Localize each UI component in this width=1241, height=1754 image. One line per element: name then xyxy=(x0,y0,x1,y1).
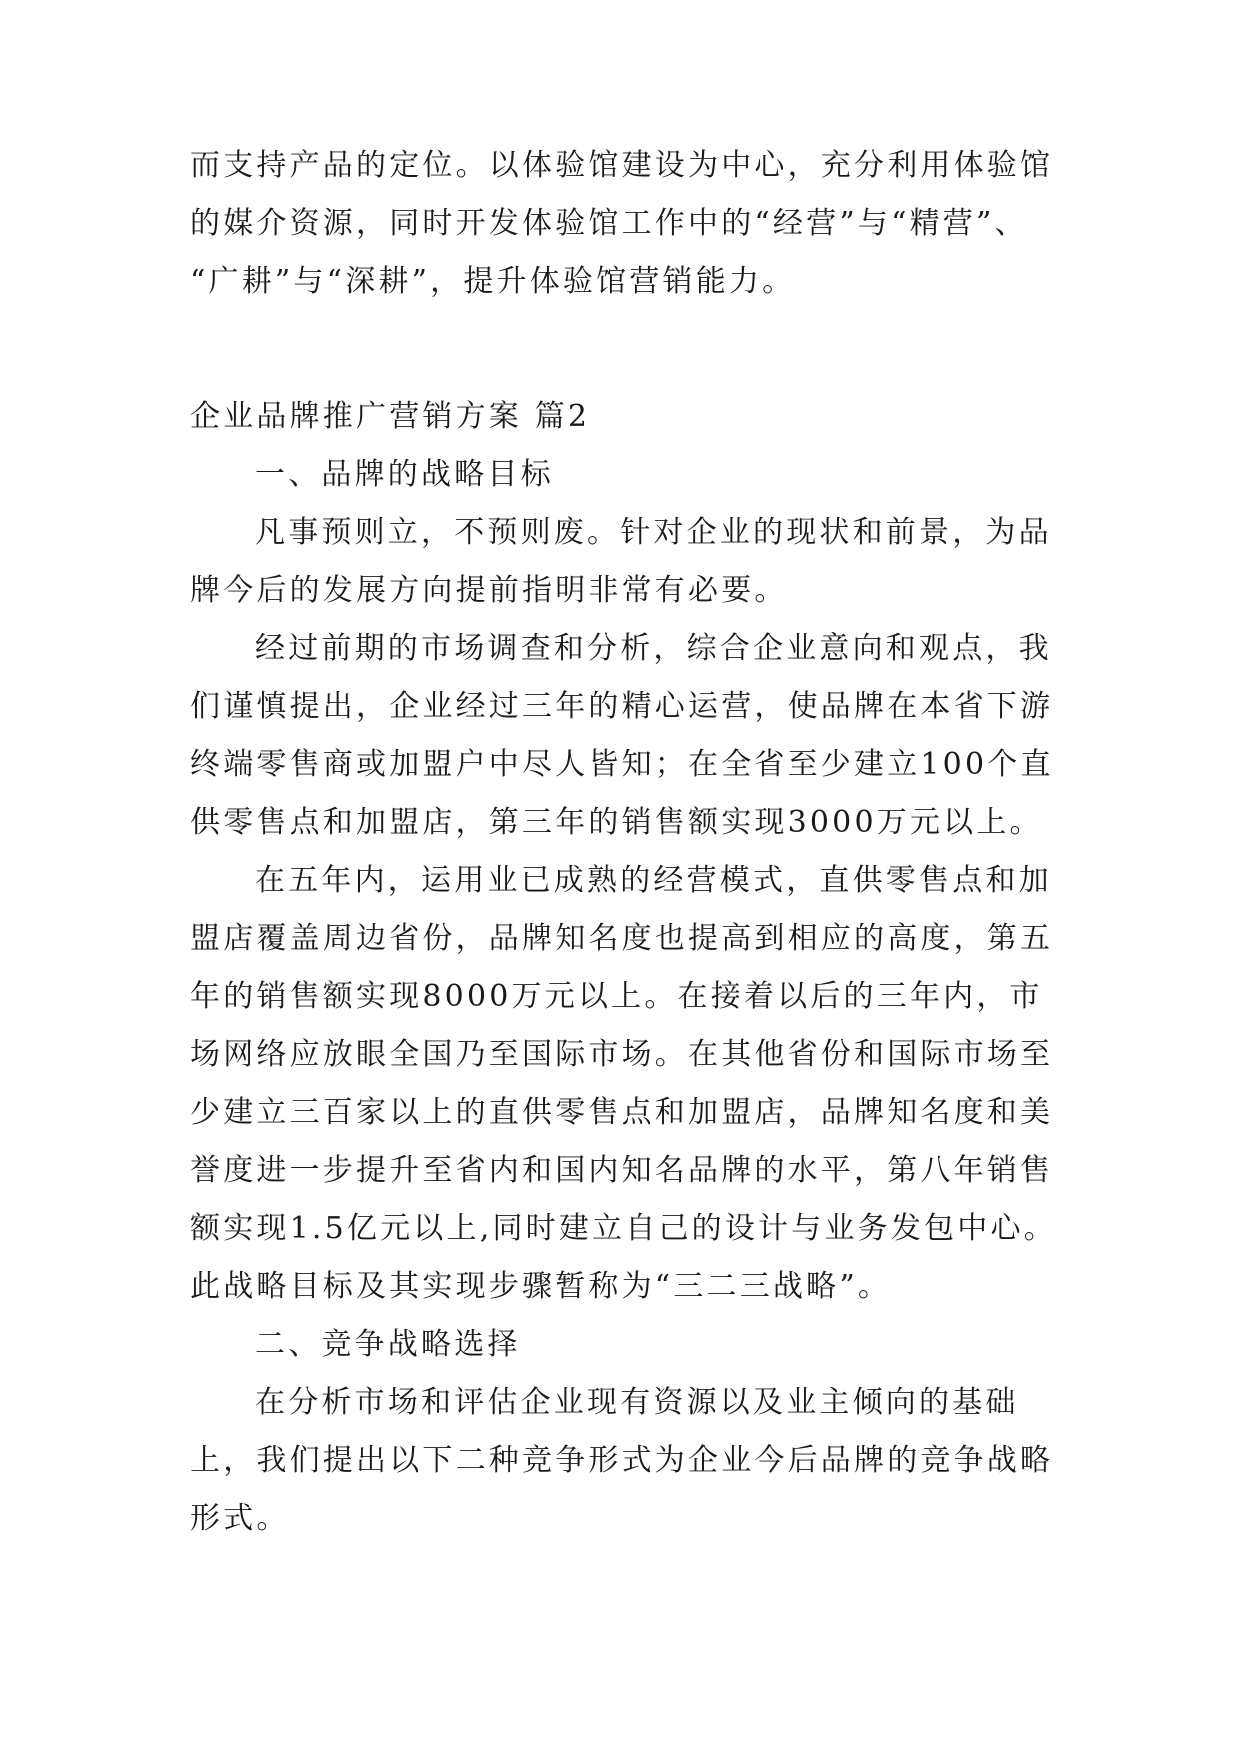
section-title: 企业品牌推广营销方案 篇2 xyxy=(190,399,591,434)
paragraph-3-line-1: 在五年内，运用业已成熟的经营模式，直供零售点和加 xyxy=(255,863,1052,898)
paragraph-3-line-4: 场网络应放眼全国乃至国际市场。在其他省份和国际市场至 xyxy=(190,1037,1054,1072)
intro-line-3: “广耕”与“深耕”，提升体验馆营销能力。 xyxy=(190,264,796,299)
paragraph-4-line-1: 在分析市场和评估企业现有资源以及业主倾向的基础 xyxy=(255,1385,1019,1420)
paragraph-3-line-2: 盟店覆盖周边省份，品牌知名度也提高到相应的高度，第五 xyxy=(190,921,1054,956)
heading-strategic-goal: 一、品牌的战略目标 xyxy=(255,457,554,492)
intro-line-2: 的媒介资源，同时开发体验馆工作中的“经营”与“精营”、 xyxy=(190,206,1028,241)
paragraph-3-line-6: 誉度进一步提升至省内和国内知名品牌的水平，第八年销售 xyxy=(190,1153,1054,1188)
intro-line-1: 而支持产品的定位。以体验馆建设为中心，充分利用体验馆 xyxy=(190,148,1054,183)
paragraph-1-line-2: 牌今后的发展方向提前指明非常有必要。 xyxy=(190,573,788,608)
paragraph-3-line-8: 此战略目标及其实现步骤暂称为“三二三战略”。 xyxy=(190,1269,892,1304)
paragraph-2-line-4: 供零售点和加盟店，第三年的销售额实现3000万元以上。 xyxy=(190,805,1043,840)
paragraph-4-line-2: 上，我们提出以下二种竞争形式为企业今后品牌的竞争战略 xyxy=(190,1443,1054,1478)
paragraph-3-line-5: 少建立三百家以上的直供零售点和加盟店，品牌知名度和美 xyxy=(190,1095,1054,1130)
paragraph-1-line-1: 凡事预则立，不预则废。针对企业的现状和前景，为品 xyxy=(255,515,1052,550)
paragraph-3-line-3: 年的销售额实现8000万元以上。在接着以后的三年内，市 xyxy=(190,979,1043,1014)
heading-competitive-strategy: 二、竞争战略选择 xyxy=(255,1327,521,1362)
paragraph-2-line-2: 们谨慎提出，企业经过三年的精心运营，使品牌在本省下游 xyxy=(190,689,1054,724)
paragraph-3-line-7: 额实现1.5亿元以上,同时建立自己的设计与业务发包中心。 xyxy=(190,1211,1057,1246)
paragraph-2-line-1: 经过前期的市场调查和分析，综合企业意向和观点，我 xyxy=(255,631,1052,666)
paragraph-2-line-3: 终端零售商或加盟户中尽人皆知；在全省至少建立100个直 xyxy=(190,747,1054,782)
paragraph-4-line-3: 形式。 xyxy=(190,1501,290,1536)
